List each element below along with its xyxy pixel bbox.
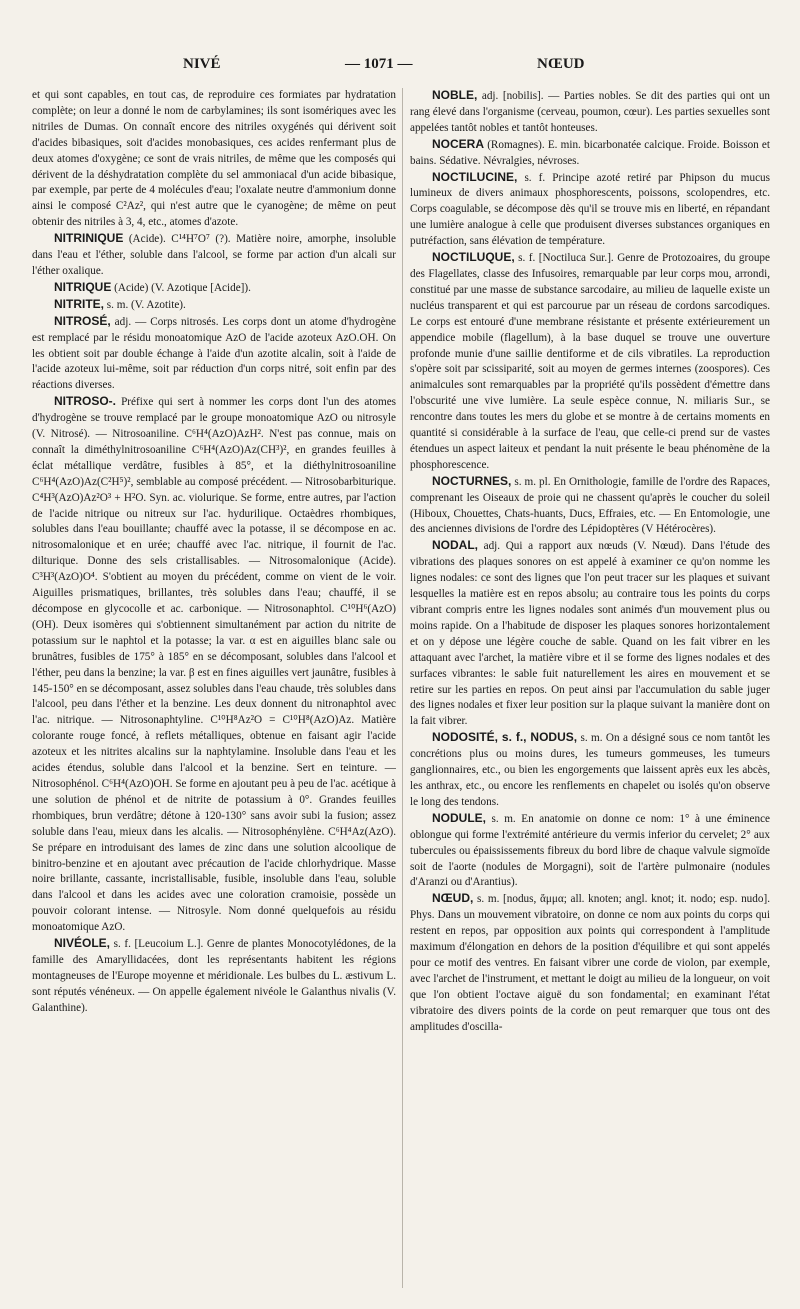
headword: NITRINIQUE <box>54 231 124 246</box>
headword: NITROSÉ, <box>54 313 111 328</box>
entry-nodule <box>410 811 770 892</box>
headword: NODULE, <box>432 810 486 825</box>
headword: NOCTURNES, <box>432 473 512 488</box>
entry-nocturnes <box>410 474 770 539</box>
headword: NOCERA <box>432 136 485 151</box>
entry-niveole <box>32 936 396 1017</box>
entry-nitrique <box>32 280 396 297</box>
entry-text: (Acide) (V. Azotique [Acide]). <box>114 281 251 294</box>
entry-text: adj. [nobilis]. — Parties nobles. Se dit des parties qui ont un rang élevé dans l'organisme (cerveau, poumon, cœur). Les parties sexuelles sont appelées tantôt nobles et tantôt honteuses. <box>410 90 770 134</box>
running-head <box>0 56 800 82</box>
entry-noble <box>410 88 770 137</box>
headword: NOBLE, <box>432 88 478 102</box>
entry-noeud <box>410 891 770 1035</box>
entry-text: s. m. En anatomie on donne ce nom: 1° à une éminence oblongue qui forme l'extrémité antérieure du vermis inferior du cervelet; 2° aux tubercules ou épaississements fibreux du bord libre de chaque valvule sigmoïde soit de l'aorte (nodules de Morgagni), soit de l'artère pulmonaire (nodules d'Aranzi ou d'Arantius). <box>410 812 770 889</box>
entry-text: adj. Qui a rapport aux nœuds (V. Nœud). Dans l'étude des vibrations des plaques sonores on est appelé à examiner ce qu'on nomme les lignes nodales: ce sont des lignes que l'on peut tracer sur les plaques et suivant lesquelles la matière est en repos absolu; au contraire tous les points du corps vibrant compris entre les lignes nodales sont animés d'un mouvement plus ou moins rapide. On a l'habitude de disposer les plaques sonores horizontalement et on y dépose une légère couche de sable. Quand on les fait vibrer en les attaquant avec l'archet, la matière vibre et il se forme des lignes nodales et des surfaces vibrantes: le sable fuit naturellement les aires en mouvement et se retire sur les parties en repos. On peut ainsi par l'accumulation du sable juger des lignes nodales et fixer leur position sur la plaque suivant la manière dont on la fait vibrer. <box>410 540 770 728</box>
entry-nitrinique <box>32 231 396 280</box>
headword: NODOSITÉ, s. f., NODUS, <box>432 730 578 745</box>
entry-text: (Romagnes). E. min. bicarbonatée calcique. Froide. Boisson et bains. Sédative. Névralgies, névroses. <box>410 138 770 167</box>
running-head-right: NŒUD <box>537 56 585 72</box>
headword: NITRIQUE <box>54 279 112 294</box>
entry-noctilucine <box>410 170 770 251</box>
headword: NITRITE, <box>54 296 104 311</box>
entry-text: s. m. (V. Azotite). <box>106 298 186 311</box>
entry-text: s. m. On a désigné sous ce nom tantôt les concrétions plus ou moins dures, les tumeurs gommeuses, les tumeurs ganglionnaires, etc., ou bien les engorgements que laissent après eux les abcès, les anthrax, etc., ou encore les renflements en chapelet ou isolés qu'on observe le long des tendons. <box>410 732 770 808</box>
continued-paragraph: et qui sont capables, en tout cas, de reproduire ces formiates par hydratation complète; on leur a donné le nom de carbylamines; ils sont isomériques avec les nitriles de Dumas. On connaît encore des nitriles oxygénés qui dérivent soit d'acides bibasiques, soit d'acides monobasiques, ces acides renfermant plus de deux atomes d'oxygène; ce sont de vrais nitriles, de même que les composés qui dérivent de la déshydratation complète du sel ammoniacal d'un acide bibasique, par exemple, par perte de 4 molécules d'eau; l'oxalate neutre d'ammonium donne ainsi le composé C²Az², qui n'est autre que le cyanogène; de même on peut obtenir des nitriles à 3, 4, etc., atomes d'azote. <box>32 89 396 229</box>
entry-nodal <box>410 538 770 730</box>
entry-nocera <box>410 137 770 170</box>
left-column <box>32 88 396 1293</box>
page-number: — 1071 — <box>345 56 413 72</box>
entry-text: Préfixe qui sert à nommer les corps dont l'un des atomes d'hydrogène se trouve remplacé par le groupe monoatomique AzO ou nitrosyle (V. Nitrosé). — Nitrosoaniline. C⁶H⁴(AzO)AzH². N'est pas connue, mais on connaît la diméthylnitrosoaniline C⁶H⁴(AzO)Az(CH³)², en grandes feuilles à éclat métallique verdâtre, fusibles à 85°, et la diéthylnitrosoaniline C⁶H⁴(AzO)Az(C²H⁵)², semblable au composé précédent. — Nitrosobarbiturique. C⁴H³(AzO)Az²O³ + H²O. Syn. ac. violurique. Se forme, entre autres, par l'action de l'acide nitrique ou nitreux sur l'ac. hydurilique. Octaèdres rhombiques, solubles dans l'eau bouillante; chauffé avec la potasse, il se décompose en ac. nitrosomalonique et en urée; chauffé avec l'ac. nitrique, il fournit de l'ac. dilturique. Donne des sels cristallisables. — Nitrosomalonique (Acide). C³H³(AzO)O⁴. S'obtient au moyen du précédent, comme on vient de le voir. Aiguilles prismatiques, brillantes, très solubles dans l'eau; chauffé, il se décompose en glycocolle et ac. carbonique. — Nitrosonaphtol. C¹⁰H⁶(AzO)(OH). Deux isomères qui s'obtiennent simultanément par action du nitrite de potassium sur le naphtol et la potasse; la var. α est en aiguilles blanc sale ou brunâtres, fusibles de 175° à 185° en se décomposant, solubles dans l'alcool et l'éther, peu dans la benzine; la var. β est en fines aiguilles vert jaunâtre, fusibles à 145-150° en se décomposant, assez solubles dans l'eau chaude, très solubles dans l'alcool, peu dans l'éther et la benzine. Les deux donnent du nitronaphtol avec l'ac. nitrique. — Nitrosonaphtyline. C¹⁰H⁸Az²O = C¹⁰H⁸(AzO)Az. Matière colorante rouge foncé, à reflets métalliques, obtenue en faisant agir l'acide azoteux et les nitrites alcalins sur la naphtylamine. Insoluble dans l'eau et les acides étendus, soluble dans l'alcool et la benzine. Sert en teinture. — Nitrosophénol. C⁶H⁴(AzO)OH. Se forme en ajoutant peu à peu de l'ac. acétique à une solution de phénol et de nitrite de potassium à 0°. Grandes feuilles rhombiques, brun verdâtre; détone à 120-130° sans avoir subi la fusion; assez soluble dans l'eau, mieux dans les alcalis. — Nitrosophénylène. C⁶H⁴Az(AzO). Se prépare en introduisant des lames de zinc dans une solution alcoolique de binitro-benzine et en ajoutant avec précaution de l'acide chlorhydrique. Masse noire brillante, cassante, incristallisable, fusible, insoluble dans l'eau, soluble dans l'alcool et dans les acides avec une coloration cramoisie, possède un pouvoir colorant intense. — Nitrosyle. Nom donné quelquefois au résidu monoatomique AzO. <box>32 396 396 934</box>
entry-text: adj. — Corps nitrosés. Les corps dont un atome d'hydrogène est remplacé par le résidu monoatomique AzO de l'acide azoteux AzO.OH. On les obtient soit par double échange à l'aide d'un azotite alcalin, soit à l'aide de l'acide azoteux lui-même, soit par réduction d'un corps nitré, soit enfin par des réactions diverses. <box>32 315 396 392</box>
entry-text: s. m. pl. En Ornithologie, famille de l'ordre des Rapaces, comprenant les Oiseaux de proie qui ne chassent qu'après le coucher du soleil (Hiboux, Chouettes, Chats-huants, Ducs, Effraies, etc. — En Entomologie, une des anciennes divisions de l'ordre des Lépidoptères (V Hétérocères). <box>410 475 770 536</box>
headword: NŒUD, <box>432 891 474 906</box>
entry-text: (Acide). C¹⁴H⁷O⁷ (?). Matière noire, amorphe, insoluble dans l'eau et l'éther, soluble dans l'alcool, se forme par action d'un alcali sur l'éther oxalique. <box>32 233 396 277</box>
entry-text: s. f. [Noctiluca Sur.]. Genre de Protozoaires, du groupe des Flagellates, classe des Infusoires, remarquable par leur corps mou, arrondi, constitué par une masse de substance sarcodaire, au milieu de laquelle existe un nucléus transparent et qui est parcourue par un réseau de cordons sarcodiques. Le corps est entouré d'une membrane résistante et présente extérieurement un appendice mobile (flagellum), à la base duquel se trouve une ouverture profonde munie d'une saillie dentiforme et de cils vibratiles. La reproduction s'opère soit par scissiparité, soit au moyen de germes internes (zoospores). Ces animalcules sont remarquables par la propriété qu'ils possèdent d'émettre dans l'obscurité une vive lumière. La seule espèce connue, N. miliaris Sur., se rencontre dans toutes les mers du globe et se montre à de certains moments en quantité si considérable à la surface de l'eau, que celle-ci prend sur de vastes étendues un aspect laiteux et pendant la nuit présente le beau phénomène de la phosphorescence. <box>410 252 770 471</box>
entry-nitrite <box>32 297 396 314</box>
entry-nitroso <box>32 394 396 936</box>
right-column <box>410 88 770 1293</box>
headword: NIVÉOLE, <box>54 936 111 951</box>
headword: NOCTILUQUE, <box>432 250 515 265</box>
entry-nodosite <box>410 730 770 811</box>
entry-nitrose <box>32 314 396 395</box>
running-head-left: NIVÉ <box>183 56 221 72</box>
entry-text: s. f. Principe azoté retiré par Phipson du mucus lumineux de divers animaux phosphorescents, poissons, scolopendres, etc. Corps coagulable, se décompose dès qu'il se trouve mis en liberté, en répandant une lumière analogue à celle que produisent diverses substances organiques en putréfaction, sans élévation de température. <box>410 171 770 248</box>
headword: NOCTILUCINE, <box>432 169 518 184</box>
column-divider <box>402 88 403 1288</box>
headword: NODAL, <box>432 538 478 553</box>
headword: NITROSO-. <box>54 394 116 409</box>
entry-noctiluque <box>410 250 770 474</box>
entry-text: s. f. [Leucoium L.]. Genre de plantes Monocotylédones, de la famille des Amaryllidacées, dont les représentants habitent les régions montagneuses de l'Europe moyenne et méridionale. Les bulbes du L. æstivum L. sont réputés vénéneux. — On appelle également nivéole le Galanthus nivalis (V. Galanthine). <box>32 938 396 1014</box>
entry-text: s. m. [nodus, ἅμμα; all. knoten; angl. knot; it. nodo; esp. nudo]. Phys. Dans un mouvement vibratoire, on donne ce nom aux points du corps qui restent en repos, par opposition aux points qui correspondent à l'amplitude maximum d'élongation en dehors de la position d'équilibre et qui sont appelés pour ce motif des ventres. En faisant vibrer une corde de violon, par exemple, avec l'archet de l'instrument, et mettant le doigt au milieu de la longueur, on voit que l'on obtient l'octave aiguë du son fondamental; en examinant l'état vibratoire des divers points de la corde on peut remarquer que tous ont des amplitudes d'oscilla- <box>410 893 770 1033</box>
